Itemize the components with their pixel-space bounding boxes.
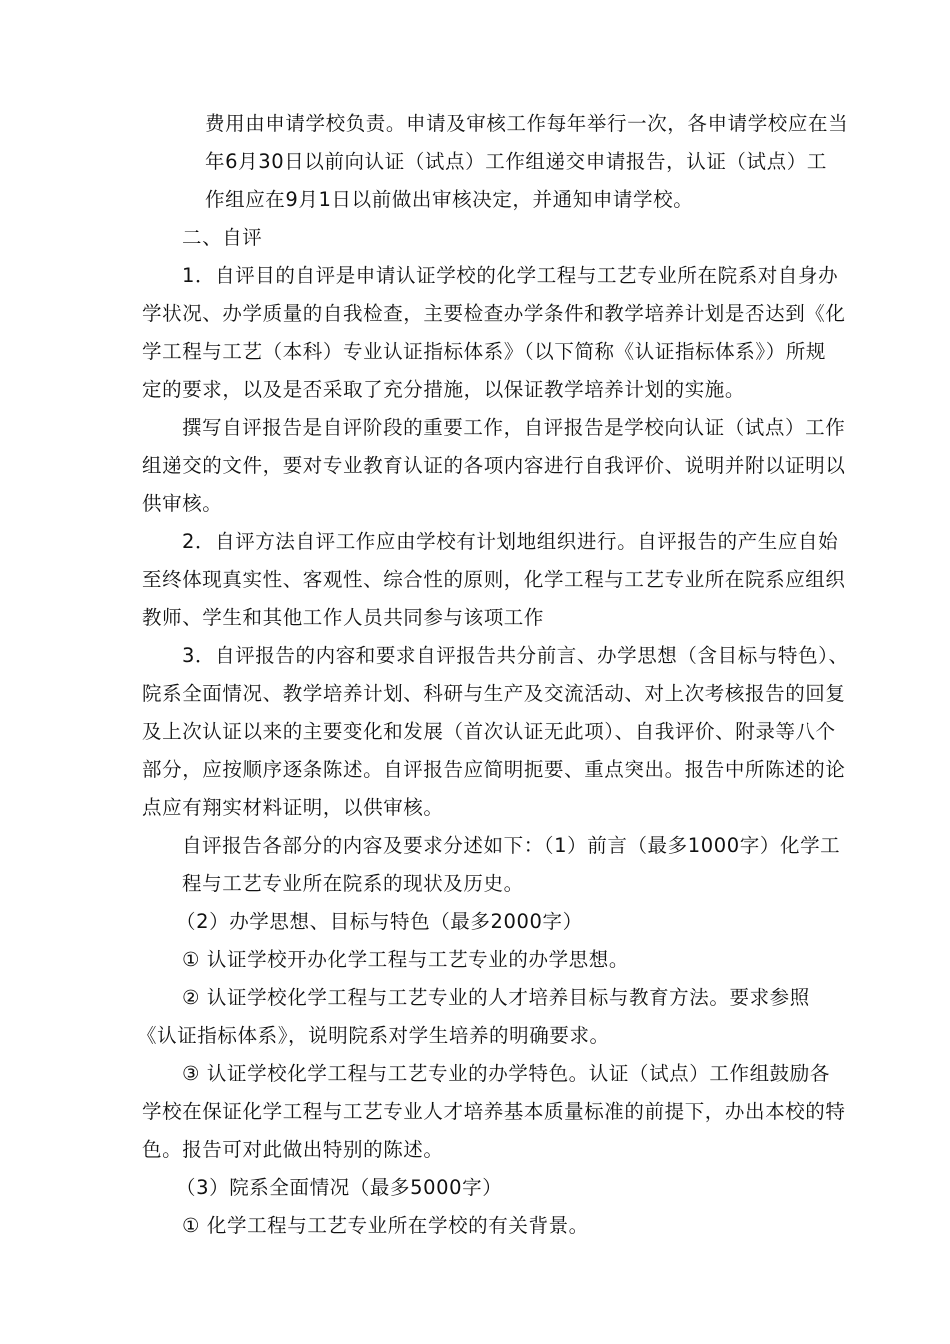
text-line: 教师、学生和其他工作人员共同参与该项工作 (142, 606, 545, 629)
text-line: 供审核。 (142, 492, 223, 515)
text-line: 组递交的文件，要对专业教育认证的各项内容进行自我评价、说明并附以证明以 (142, 454, 846, 477)
section-heading: 二、自评 (182, 226, 263, 249)
text-line: 《认证指标体系》，说明院系对学生培养的明确要求。 (137, 1024, 610, 1047)
text-line: ① 化学工程与工艺专业所在学校的有关背景。 (182, 1214, 589, 1237)
text-line: 至终体现真实性、客观性、综合性的原则，化学工程与工艺专业所在院系应组织 (142, 568, 846, 591)
text-line: 及上次认证以来的主要变化和发展（首次认证无此项）、自我评价、附录等八个 (142, 720, 836, 743)
text-line: （3）院系全面情况（最多5000字） (176, 1176, 503, 1199)
text-line: 院系全面情况、教学培养计划、科研与生产及交流活动、对上次考核报告的回复 (142, 682, 846, 705)
text-line: 3．自评报告的内容和要求自评报告共分前言、办学思想（含目标与特色）、 (182, 644, 849, 667)
text-line: 费用由申请学校负责。申请及审核工作每年举行一次，各申请学校应在当 (205, 112, 849, 135)
text-line: 定的要求，以及是否采取了充分措施，以保证教学培养计划的实施。 (142, 378, 746, 401)
text-line: 撰写自评报告是自评阶段的重要工作，自评报告是学校向认证（试点）工作 (182, 416, 846, 439)
text-line: ② 认证学校化学工程与工艺专业的人才培养目标与教育方法。要求参照 (182, 986, 810, 1009)
text-line: 2．自评方法自评工作应由学校有计划地组织进行。自评报告的产生应自始 (182, 530, 839, 553)
text-line: 学工程与工艺（本科）专业认证指标体系》（以下简称《认证指标体系》）所规 (142, 340, 827, 363)
text-line: 年6月30日以前向认证（试点）工作组递交申请报告，认证（试点）工 (205, 150, 827, 173)
text-line: ③ 认证学校化学工程与工艺专业的办学特色。认证（试点）工作组鼓励各 (182, 1062, 830, 1085)
text-line: 1．自评目的自评是申请认证学校的化学工程与工艺专业所在院系对自身办 (182, 264, 839, 287)
text-line: 学校在保证化学工程与工艺专业人才培养基本质量标准的前提下，办出本校的特 (142, 1100, 846, 1123)
text-line: 程与工艺专业所在院系的现状及历史。 (182, 872, 524, 895)
text-line: ① 认证学校开办化学工程与工艺专业的办学思想。 (182, 948, 629, 971)
text-line: 自评报告各部分的内容及要求分述如下：（1）前言（最多1000字）化学工 (182, 834, 841, 857)
text-line: 色。报告可对此做出特别的陈述。 (142, 1138, 444, 1161)
text-line: 部分，应按顺序逐条陈述。自评报告应简明扼要、重点突出。报告中所陈述的论 (142, 758, 846, 781)
text-line: （2）办学思想、目标与特色（最多2000字） (176, 910, 583, 933)
text-line: 学状况、办学质量的自我检查，主要检查办学条件和教学培养计划是否达到《化 (142, 302, 846, 325)
text-line: 点应有翔实材料证明，以供审核。 (142, 796, 444, 819)
text-line: 作组应在9月1日以前做出审核决定，并通知申请学校。 (205, 188, 694, 211)
